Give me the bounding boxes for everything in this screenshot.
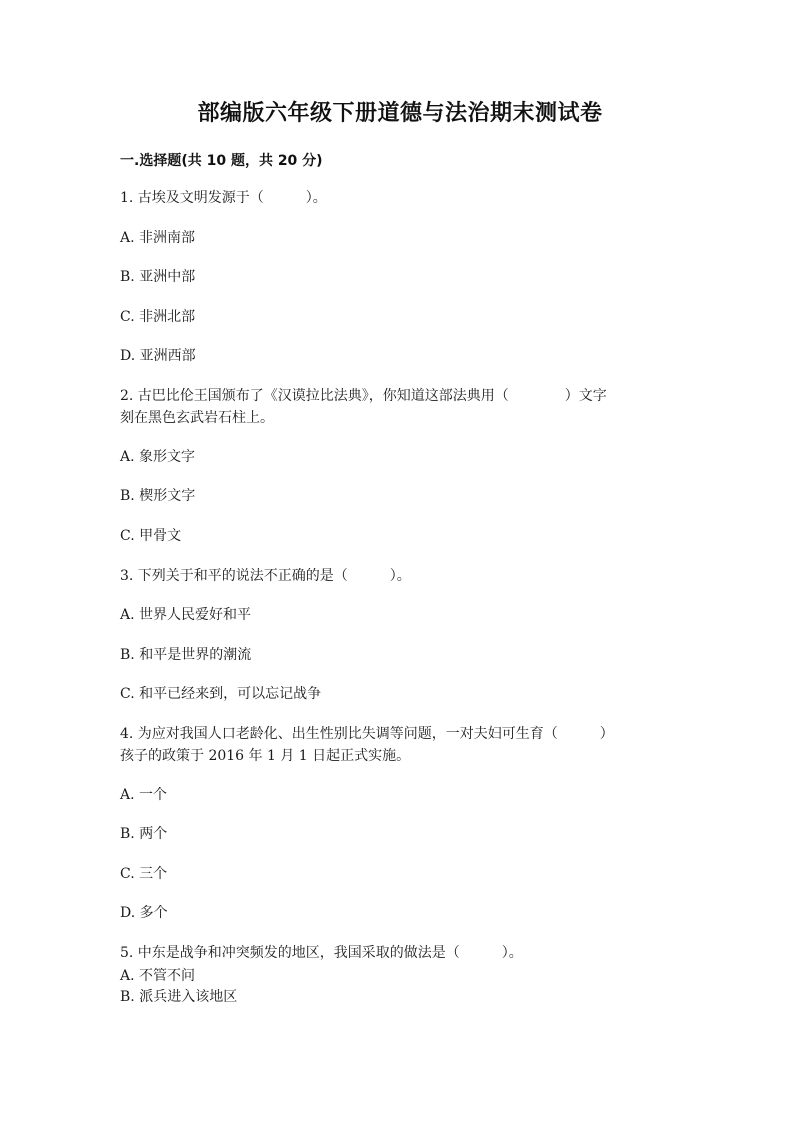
question-1-option-d: D. 亚洲西部 xyxy=(120,348,196,364)
question-4-option-a: A. 一个 xyxy=(120,787,168,803)
question-1-option-a: A. 非洲南部 xyxy=(120,230,196,246)
question-5-stem: 5. 中东是战争和冲突频发的地区，我国采取的做法是（ ）。 xyxy=(120,945,523,961)
question-1-option-b: B. 亚洲中部 xyxy=(120,269,196,285)
question-1-option-c: C. 非洲北部 xyxy=(120,309,196,325)
question-4-stem-line2: 孩子的政策于 2016 年 1 月 1 日起正式实施。 xyxy=(120,748,411,764)
question-1-stem: 1. 古埃及文明发源于（ ）。 xyxy=(120,190,327,206)
question-4-stem-line1: 4. 为应对我国人口老龄化、出生性别比失调等问题，一对夫妇可生育（ ） xyxy=(120,726,614,742)
question-3-option-b: B. 和平是世界的潮流 xyxy=(120,647,252,663)
question-3-stem: 3. 下列关于和平的说法不正确的是（ ）。 xyxy=(120,568,411,584)
question-5-option-b: B. 派兵进入该地区 xyxy=(120,989,238,1005)
question-3-option-a: A. 世界人民爱好和平 xyxy=(120,607,252,623)
question-4-option-d: D. 多个 xyxy=(120,905,168,921)
exam-title: 部编版六年级下册道德与法治期末测试卷 xyxy=(197,101,603,126)
question-2-stem-line1: 2. 古巴比伦王国颁布了《汉谟拉比法典》，你知道这部法典用（ ）文字 xyxy=(120,388,607,404)
question-3-option-c: C. 和平已经来到，可以忘记战争 xyxy=(120,686,322,702)
question-5-option-a: A. 不管不问 xyxy=(120,968,196,984)
question-4-option-c: C. 三个 xyxy=(120,866,168,882)
question-2-option-a: A. 象形文字 xyxy=(120,449,196,465)
question-4-option-b: B. 两个 xyxy=(120,826,168,842)
question-2-option-c: C. 甲骨文 xyxy=(120,528,182,544)
question-2-option-b: B. 楔形文字 xyxy=(120,488,196,504)
section-header: 一.选择题(共 10 题，共 20 分) xyxy=(120,153,323,169)
question-2-stem-line2: 刻在黑色玄武岩石柱上。 xyxy=(120,410,274,426)
